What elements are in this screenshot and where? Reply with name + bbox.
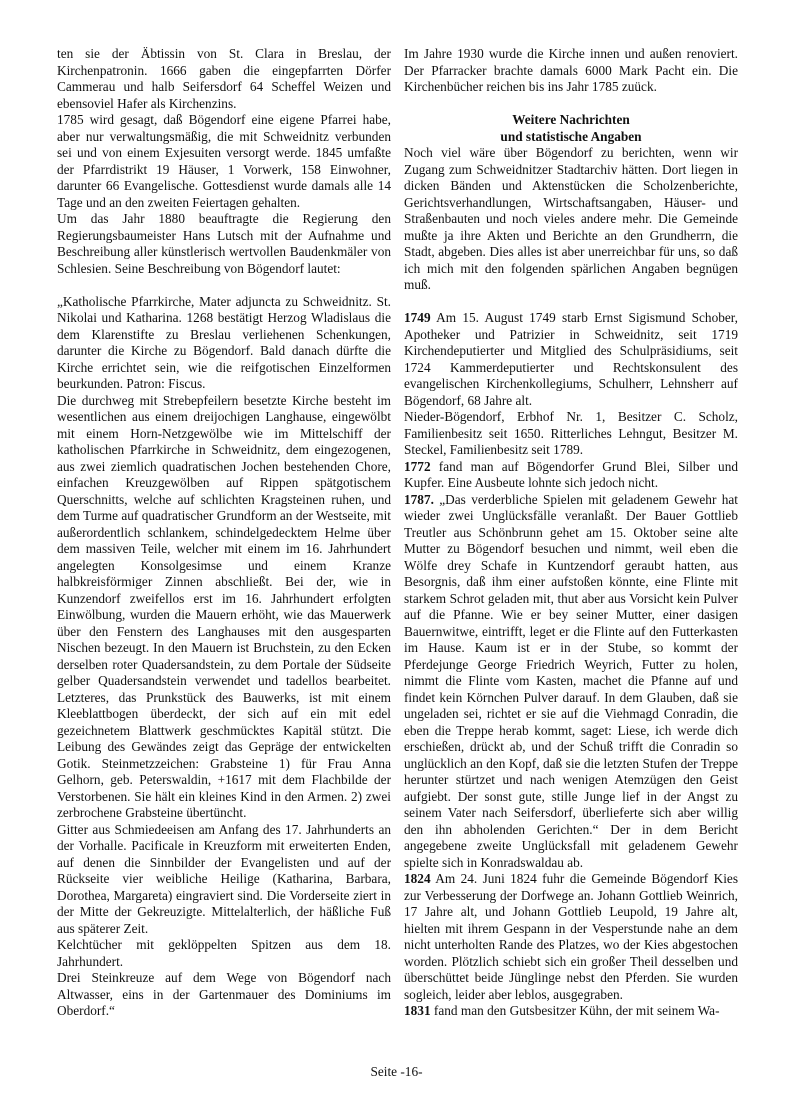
section-heading: und statistische Angaben xyxy=(500,128,642,144)
paragraph: 1785 wird gesagt, daß Bögendorf eine eigene Pfarrei habe, aber nur verwaltungsmäßig, die mit Schweidnitz verbunden sei und von einem Exjesuiten versorgt werde. 1845 umfaßte der Pfarrdistrikt 19 Häuser, 1 Vorwerk, 158 Einwohner, darunter 66 Evangelische. Gottesdienst wurde damals alle 14 Tage und an den zweiten Feiertagen gehalten. xyxy=(57,112,391,210)
paragraph: Um das Jahr 1880 beauftragte die Regierung den Regierungsbaumeister Hans Lutsch mit der Aufnahme und Beschreibung aller künstlerisch wertvollen Baudenkmäler von Schlesien. Seine Beschreibung von Bögendorf lautet: xyxy=(57,211,391,276)
paragraph: 1831 fand man den Gutsbesitzer Kühn, der mit seinem Wa- xyxy=(404,1003,720,1018)
paragraph-spacer xyxy=(404,294,738,311)
year-lead: 1831 xyxy=(404,1003,431,1018)
year-lead: 1824 xyxy=(404,871,431,886)
paragraph: Im Jahre 1930 wurde die Kirche innen und außen renoviert. Der Pfarracker brachte damals 6000 Mark Pacht ein. Die Kirchenbücher reichen bis ins Jahr 1785 zuück. xyxy=(404,46,738,94)
paragraph-spacer xyxy=(404,96,738,113)
paragraph: 1749 Am 15. August 1749 starb Ernst Sigismund Schober, Apotheker und Patrizier in Schweidnitz, seit 1719 Kirchendeputierter und Mitglied des Schulpräsidiums, seit 1724 Kammerdeputierter und Rechtskonsulent des evangelischen Kirchenkollegiums, Schulherr, Lehnsherr auf Bögendorf, 68 Jahre alt. xyxy=(404,310,738,408)
paragraph: 1787. „Das verderbliche Spielen mit geladenem Gewehr hat wieder zwei Unglücksfälle veranlaßt. Der Bauer Gottlieb Treutler aus Schönbrunn gehet am 15. Oktober seine alte Mutter zu Bögendorf besuchen und nimmt, weil eben die Wölfe drey Schafe in Kuntzendorf geraubt hatten, aus Besorgnis, daß ihm einer aufstoßen könnte, eine Flinte mit starkem Schrot geladen mit, thut aber aus Vorsicht kein Pulver auf die Pfanne. Wie er bey seiner Mutter, einer dasigen Bauernwitwe, eintrifft, leget er die Flinte auf den Futterkasten im Hause. Kaum ist er in der Stube, so kommt der Pferdejunge George Friedrich Weyrich, Futter zu holen, nimmt die Flinte vom Kasten, machet die Pfanne auf und findet kein Körnchen Pulver darauf. In dem Glauben, daß sie ungeladen sei, richtet er sie auf die Viehmagd Conradin, die eben die Treppe herab kommt, saget: Liese, ich werde dich erschießen, drückt ab, und der Schuß trifft die Conradin so unglücklich an den Kopf, daß sie die letzten Stufen der Treppe herunter stürtzet und nach wenigen Atemzügen den Geist aufgiebt. Der sonst gute, stille Junge lief in der Angst zu seinem Vater nach Seifersdorf, überlieferte sich aber willig den ihn abholenden Gerichten.“ Der in dem Bericht angegebene zweite Unglücksfall mit geladenem Gewehr spielte sich in Konradswaldau ab. xyxy=(404,491,738,870)
paragraph: 1824 Am 24. Juni 1824 fuhr die Gemeinde Bögendorf Kies zur Verbesserung der Dorfwege an. Johann Gottlieb Weinrich, 17 Jahre alt, und Johann Gottlieb Leupold, 19 Jahre alt, hielten mit ihrem Gespann in der Vesperstunde nahe an dem nicht unterholten Rande des Platzes, wo der Kies abgestochen worden. Plötzlich schiebt sich ein großer Theil desselben und überschüttet beide Jünglinge nebst den Pferden. Sie wurden sogleich, leider aber leblos, ausgegraben. xyxy=(404,871,738,1002)
section-heading: Weitere Nachrichten xyxy=(512,112,630,127)
page-number: Seite -16- xyxy=(370,1064,423,1079)
paragraph: Gitter aus Schmiedeeisen am Anfang des 17. Jahrhunderts an der Vorhalle. Pacificale in Kreuzform mit erweiterten Enden, auf denen die Sinnbilder der Evangelisten und auf der Rückseite vier weibliche Heilige (Katharina, Barbara, Dorothea, Margareta) eingraviert sind. Die Vorderseite ziert in der Mitte der Gekreuzigte. Mittelalterlich, der häßliche Fuß aus späterer Zeit. xyxy=(57,821,391,936)
paragraph: 1772 fand man auf Bögendorfer Grund Blei, Silber und Kupfer. Eine Ausbeute lohnte sich jedoch nicht. xyxy=(404,458,738,490)
year-lead: 1787. xyxy=(404,491,434,507)
paragraph: Noch viel wäre über Bögendorf zu berichten, wenn wir Zugang zum Schweidnitzer Stadtarchiv hätten. Dort liegen in dicken Bänden und Aktenstücken die Scholzenberichte, Gerichtsverhandlungen, Wirtschaftsangaben, Häuser- und Straßenbauten und noch vieles andere mehr. Die Gemeinde mußte ja ihre Akten und Berichte an den Grundherrn, die Stadt, abgeben. Dies alles ist aber unerreichbar für uns, so daß ich mich mit den folgenden spärlichen Angaben begnügen muß. xyxy=(404,145,738,292)
paragraph: Drei Steinkreuze auf dem Wege von Bögendorf nach Altwasser, eins in der Gartenmauer des Dominiums im Oberdorf.“ xyxy=(57,970,391,1018)
paragraph: Die durchweg mit Strebepfeilern besetzte Kirche besteht im wesentlichen aus einem dreijochigen Langhause, eingewölbt mit einem Horn-Netzgewölbe wie im Mittelschiff der katholischen Pfarrkirche in Schweidnitz, dem eingezogenen, aus zwei ziemlich quadratischen Jochen bestehenden Chore, einfachen Kreuzgewölben auf Rippen spätgotischem Querschnitts, welche auf schlichten Kragsteinen ruhen, und dem Turme auf quadratischer Grundform an der Westseite, mit außerordentlich schlankem, schindelgedecktem Helme über dem massiven Teile, welcher mit einem im 16. Jahrhundert angelegten Konsolgesimse und einem Kranze halbkreisförmiger Zinnen abschließt. Bei der, wie in Kunzendorf zweifellos erst im 16. Jahrhundert erfolgten Einwölbung, wurden die Mauern erhöht, wie das Mauerwerk über den Fenstern des Langhauses mit den ausgesparten Nischen bezeugt. In den Mauern ist Bruchstein, zu den Ecken derselben roter Quadersandstein, zu dem Portale der Südseite gelber Quadersandstein verwendet und tadellos bearbeitet. Letzteres, das Prunkstück des Bauwerks, ist mit einem Kleeblattbogen überdeckt, der sich auf ein mit edel gezeichnetem Blattwerk geschmücktes Kapitäl stützt. Die Leibung des Gewändes zeigt das Gepräge der entwickelten Gotik. Steinmetzzeichen: Grabsteine 1) für Frau Anna Gelhorn, geb. Peterswaldin, +1617 mit dem Flachbilde der Verstorbenen. Sie hält ein kleines Kind in den Armen. 2) zwei zerbrochene Grabsteine übertüncht. xyxy=(57,392,391,820)
right-column xyxy=(404,46,738,1020)
paragraph: Nieder-Bögendorf, Erbhof Nr. 1, Besitzer C. Scholz, Familienbesitz seit 1650. Ritterliches Lehngut, Besitzer M. Steckel, Familienbesitz seit 1789. xyxy=(404,409,738,457)
year-lead: 1749 xyxy=(404,310,431,325)
paragraph: Kelchtücher mit geklöppelten Spitzen aus dem 18. Jahrhundert. xyxy=(57,937,391,969)
year-lead: 1772 xyxy=(404,458,431,474)
paragraph-spacer xyxy=(57,277,391,294)
left-column xyxy=(57,46,391,1020)
paragraph: ten sie der Äbtissin von St. Clara in Breslau, der Kirchenpatronin. 1666 gaben die eingepfarrten Dörfer Cammerau und halb Seifersdorf 64 Scheffel Weizen und ebensoviel Hafer als Kirchenzins. xyxy=(57,46,391,111)
paragraph: „Katholische Pfarrkirche, Mater adjuncta zu Schweidnitz. St. Nikolai und Katharina. 1268 bestätigt Herzog Wladislaus die dem Klarenstifte zu Breslau verliehenen Schenkungen, darunter die Kirche zu Bögendorf. Bald danach dürfte die Kirche errichtet sein, wie die reifgotischen Einzelformen beurkunden. Patron: Fiscus. xyxy=(57,293,391,391)
page-footer xyxy=(0,1064,793,1081)
